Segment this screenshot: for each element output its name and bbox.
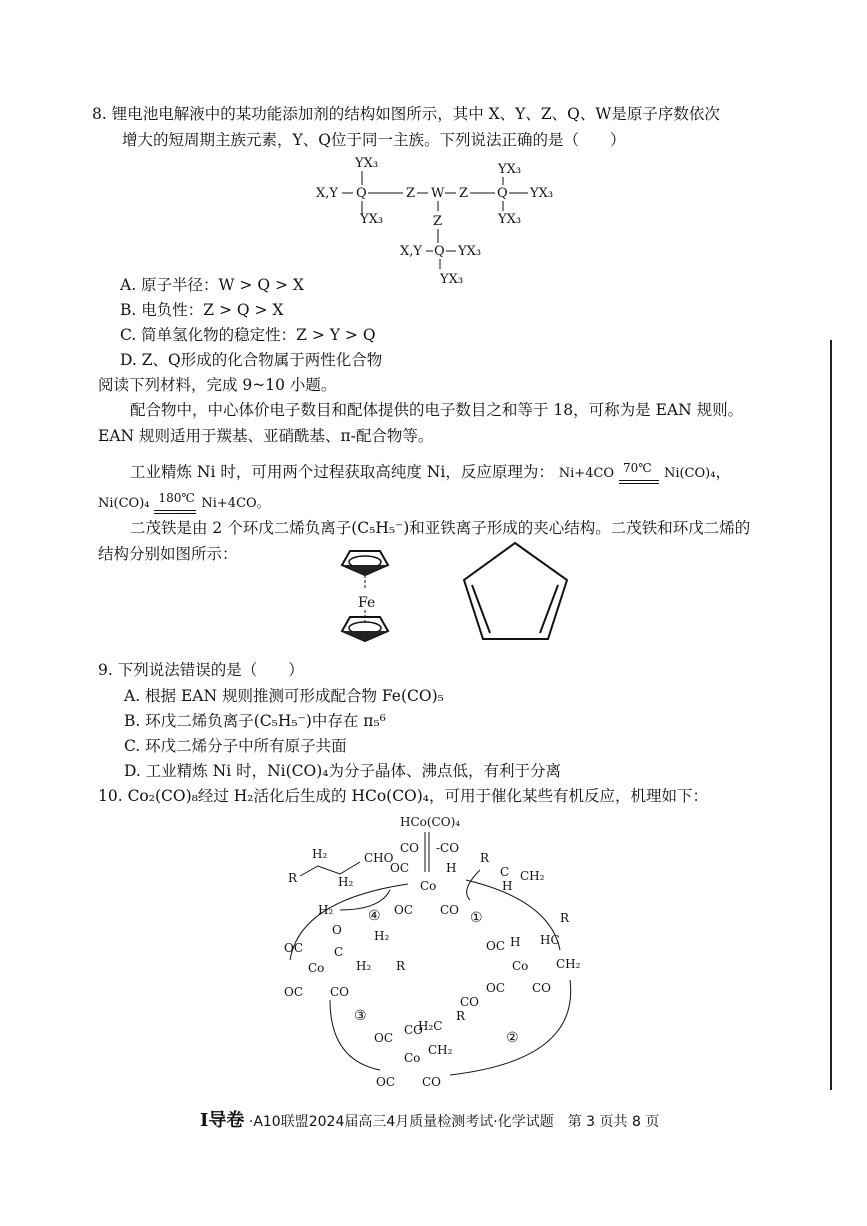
cycle-bottom-co-top: CO: [404, 1023, 424, 1037]
eq2-condition: 180℃: [158, 491, 195, 505]
cycle-alkene-r: R: [480, 851, 490, 865]
eq1-condition: 70℃: [623, 461, 652, 475]
q8-z-right: Z: [459, 186, 469, 201]
q8-stem-line2: 增大的短周期主族元素，Y、Q位于同一主族。下列说法正确的是（ ）: [122, 131, 626, 149]
cycle-top-h: H: [446, 861, 457, 875]
cycle-right-h: H: [510, 935, 521, 949]
q8-yx3-right: YX₃: [530, 186, 554, 201]
eq1-right: Ni(CO)₄: [663, 466, 716, 481]
eq2-right: Ni+4CO。: [201, 496, 270, 511]
ferrocene-structure: [342, 551, 388, 641]
ferrocene-cyclopentadiene-diagram: [320, 535, 580, 655]
footer-text: ·A10联盟2024届高三4月质量检测考试·化学试题 第 3 页共 8 页: [248, 1114, 660, 1130]
cycle-left-o: O: [332, 923, 342, 937]
eq2-arrow: [154, 491, 196, 514]
cycle-step-1: ①: [470, 910, 483, 926]
q9-stem: 9. 下列说法错误的是（ ）: [98, 661, 304, 679]
cycle-right-co-bottom: CO: [532, 981, 552, 995]
cycle-hco-label: HCo(CO)₄: [400, 815, 461, 829]
q8-option-d: D. Z、Q形成的化合物属于两性化合物: [120, 351, 383, 369]
cycle-left-co-bottom: CO: [330, 985, 350, 999]
cycle-step-3: ③: [354, 1008, 367, 1024]
q9-option-b: B. 环戊二烯负离子(C₅H₅⁻)中存在 π₅⁶: [124, 712, 386, 730]
cycle-left-co-atom: Co: [308, 961, 325, 975]
cycle-right-oc-bottom: OC: [486, 981, 506, 995]
eq1-arrow: [619, 461, 659, 484]
q10-stem: 10. Co₂(CO)₈经过 H₂活化后生成的 HCo(CO)₄，可用于催化某些有机反应，机理如下：: [98, 787, 709, 805]
cycle-top-co-bottom: CO: [440, 903, 460, 917]
cycle-bottom-ch2: CH₂: [428, 1043, 453, 1057]
cycle-alkene-h: H: [502, 879, 513, 893]
q8-yx3-top-right: YX₃: [498, 162, 522, 177]
page-footer: [200, 1106, 659, 1132]
cycle-left-oc-top: OC: [284, 941, 304, 955]
q9-option-a: A. 根据 EAN 规则推测可形成配合物 Fe(CO)₅: [124, 687, 444, 705]
q8-z-bottom: Z: [433, 214, 443, 229]
cycle-bottom-co-atom: Co: [404, 1051, 421, 1065]
q8-yx3-bottom-right: YX₃: [498, 212, 522, 227]
cycle-step-2: ②: [506, 1030, 519, 1046]
material-p2-line2: [98, 492, 270, 514]
cycle-top-co-atom: Co: [420, 879, 437, 893]
cycle-h2-reagent: H₂: [318, 903, 334, 917]
cycle-right-oc: OC: [486, 939, 506, 953]
q8-option-b: B. 电负性：Z > Q > X: [120, 301, 284, 319]
q9-option-c: C. 环戊二烯分子中所有原子共面: [124, 737, 347, 755]
cycle-aldehyde-h2b: H₂: [338, 875, 354, 889]
material-p3-line1: 二茂铁是由 2 个环戊二烯负离子(C₅H₅⁻)和亚铁离子形成的夹心结构。二茂铁和环戊二烯的: [130, 519, 751, 537]
cycle-top-oc: OC: [390, 861, 410, 875]
catalytic-cycle-diagram: [270, 810, 610, 1095]
cycle-step-4: ④: [368, 908, 381, 924]
cycle-right-hc: HC: [540, 933, 560, 947]
cycle-top-oc-bottom: OC: [394, 903, 414, 917]
q8-z-left: Z: [406, 186, 416, 201]
cycle-right-r: R: [560, 911, 570, 925]
eq2-left: Ni(CO)₄: [98, 496, 150, 511]
q8-structure-diagram: [300, 155, 580, 290]
cycle-right-co-atom: Co: [512, 959, 529, 973]
material-p3-line2: 结构分别如图所示：: [98, 545, 238, 563]
q8-x2y-left: X,Y: [316, 186, 338, 201]
q8-yx3-bottom-right2: YX₃: [458, 244, 482, 259]
eq1-left: Ni+4CO: [558, 466, 615, 481]
q8-q-bottom: Q: [434, 244, 445, 259]
material-intro: 阅读下列材料，完成 9~10 小题。: [98, 376, 337, 394]
cycle-bottom-co-2: CO: [422, 1075, 442, 1089]
cycle-bottom-h2c: H₂C: [418, 1019, 443, 1033]
cycle-left-h2a: H₂: [374, 929, 390, 943]
q8-q-left: Q: [356, 186, 367, 201]
q8-option-c: C. 简单氢化物的稳定性：Z > Y > Q: [120, 326, 376, 344]
q8-yx3-top-left: YX₃: [355, 156, 379, 171]
q8-stem-line1: 8. 锂电池电解液中的某功能添加剂的结构如图所示，其中 X、Y、Z、Q、W是原子序数依次: [92, 105, 720, 123]
cycle-bottom-r: R: [456, 1009, 466, 1023]
cycle-alkene-ch2: CH₂: [520, 869, 545, 883]
q9-option-d: D. 工业精炼 Ni 时，Ni(CO)₄为分子晶体、沸点低，有利于分离: [124, 762, 561, 780]
page-right-rule: [830, 340, 832, 1090]
ferrocene-fe-label: Fe: [358, 595, 376, 611]
q8-x2y-bottom: X,Y: [400, 244, 422, 259]
cycle-left-oc-bottom: OC: [284, 985, 304, 999]
cycle-left-c: C: [334, 945, 344, 959]
cycle-aldehyde-h2a: H₂: [312, 847, 328, 861]
q8-option-a: A. 原子半径：W > Q > X: [120, 276, 304, 294]
cycle-aldehyde-cho: CHO: [364, 851, 394, 865]
cycle-left-r: R: [396, 959, 406, 973]
q8-w: W: [431, 186, 445, 201]
cycle-bottom-co-free: CO: [460, 995, 480, 1009]
footer-logo: Ι导卷: [200, 1110, 245, 1131]
material-p1-line1: 配合物中，中心体价电子数目和配体提供的电子数目之和等于 18，可称为是 EAN 规则。: [130, 401, 744, 419]
q8-yx3-bottom-left: YX₃: [360, 212, 384, 227]
material-p1-line2: EAN 规则适用于羰基、亚硝酰基、π-配合物等。: [98, 427, 434, 445]
cycle-bottom-oc-2: OC: [376, 1075, 396, 1089]
q8-q-right: Q: [497, 186, 508, 201]
q8-yx3-bottom: YX₃: [440, 272, 464, 287]
cycle-top-co-left: CO: [400, 841, 420, 855]
material-p2-text: 工业精炼 Ni 时，可用两个过程获取高纯度 Ni，反应原理为：: [130, 463, 554, 481]
material-p2-line1: 工业精炼 Ni 时，可用两个过程获取高纯度 Ni，反应原理为： Ni+4CO 70℃ Ni(CO)₄，: [130, 462, 731, 484]
cycle-aldehyde-r: R: [288, 871, 298, 885]
cycle-right-ch2: CH₂: [556, 957, 581, 971]
cycle-left-h2b: H₂: [356, 959, 372, 973]
cyclopentadiene-structure: [464, 543, 567, 639]
cycle-alkene-c: C: [500, 865, 510, 879]
cycle-bottom-oc: OC: [374, 1031, 394, 1045]
cycle-minus-co: -CO: [436, 841, 460, 855]
